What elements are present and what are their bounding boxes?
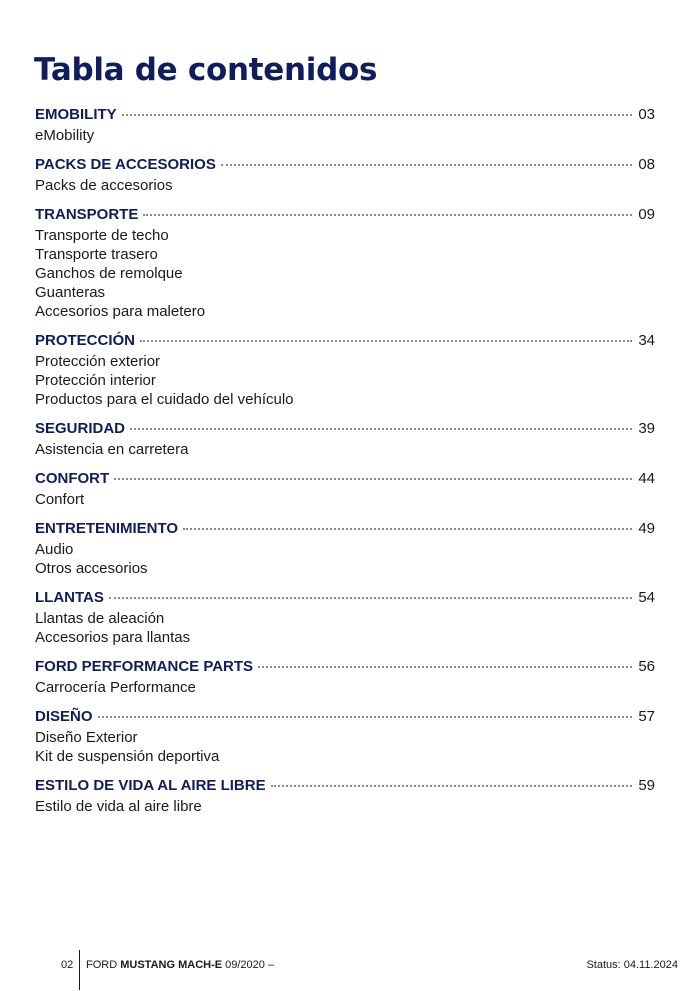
footer-status: Status: 04.11.2024 [586, 959, 678, 971]
toc-heading: FORD PERFORMANCE PARTS [35, 658, 254, 675]
toc-page-number: 03 [638, 106, 655, 123]
toc-page-number: 34 [638, 332, 655, 349]
toc-heading: SEGURIDAD [35, 420, 126, 437]
toc-page-number: 39 [638, 420, 655, 437]
dot-leader [114, 478, 632, 480]
toc-page-number: 44 [638, 470, 655, 487]
toc-subitem[interactable]: Otros accesorios [35, 560, 148, 577]
toc-subitem[interactable]: Packs de accesorios [35, 177, 173, 194]
toc-subitem[interactable]: Transporte de techo [35, 227, 169, 244]
toc-section [35, 520, 655, 578]
dot-leader [130, 428, 632, 430]
toc-subitem[interactable]: Transporte trasero [35, 246, 158, 263]
footer-page-number: 02 [61, 959, 74, 971]
toc-entry[interactable] [35, 470, 655, 490]
toc-entry[interactable] [35, 777, 655, 797]
toc-section [35, 777, 655, 816]
page-title: Tabla de contenidos [34, 52, 378, 88]
toc-subitem[interactable]: Protección exterior [35, 353, 161, 370]
dot-leader [109, 597, 632, 599]
page-footer [0, 950, 700, 990]
toc-entry[interactable] [35, 206, 655, 226]
table-of-contents [35, 106, 655, 827]
toc-subitem[interactable]: Kit de suspensión deportiva [35, 748, 220, 765]
toc-subitem[interactable]: Ganchos de remolque [35, 265, 183, 282]
dot-leader [271, 785, 632, 787]
toc-entry[interactable] [35, 520, 655, 540]
toc-subitem[interactable]: Guanteras [35, 284, 106, 301]
toc-subitem[interactable]: Confort [35, 491, 85, 508]
dot-leader [183, 528, 632, 530]
toc-subitem[interactable]: Asistencia en carretera [35, 441, 189, 458]
toc-subitem[interactable]: Protección interior [35, 372, 156, 389]
toc-entry[interactable] [35, 420, 655, 440]
toc-section [35, 708, 655, 766]
toc-section [35, 420, 655, 459]
toc-subitem[interactable]: Diseño Exterior [35, 729, 138, 746]
toc-subitem[interactable]: Llantas de aleación [35, 610, 165, 627]
toc-heading: EMOBILITY [35, 106, 117, 123]
footer-document-label [86, 959, 274, 971]
toc-subitem[interactable]: eMobility [35, 127, 95, 144]
dot-leader [98, 716, 632, 718]
dot-leader [140, 340, 632, 342]
toc-section [35, 658, 655, 697]
toc-heading: ENTRETENIMIENTO [35, 520, 179, 537]
footer-edition: 09/2020 – [225, 959, 275, 971]
toc-page-number: 59 [638, 777, 655, 794]
toc-page-number: 54 [638, 589, 655, 606]
toc-page-number: 08 [638, 156, 655, 173]
toc-entry[interactable] [35, 332, 655, 352]
dot-leader [258, 666, 632, 668]
footer-model: MUSTANG MACH-E [120, 959, 223, 971]
toc-heading: LLANTAS [35, 589, 104, 606]
toc-page-number: 49 [638, 520, 655, 537]
toc-section [35, 589, 655, 647]
toc-subitem[interactable]: Accesorios para maletero [35, 303, 206, 320]
dot-leader [122, 114, 632, 116]
toc-heading: TRANSPORTE [35, 206, 139, 223]
toc-section [35, 206, 655, 321]
toc-entry[interactable] [35, 708, 655, 728]
footer-brand: FORD [86, 959, 118, 971]
toc-subitem[interactable]: Audio [35, 541, 74, 558]
toc-section [35, 470, 655, 509]
toc-entry[interactable] [35, 589, 655, 609]
toc-heading: PACKS DE ACCESORIOS [35, 156, 216, 173]
toc-entry[interactable] [35, 156, 655, 176]
toc-heading: CONFORT [35, 470, 110, 487]
toc-section [35, 332, 655, 409]
toc-subitem[interactable]: Carrocería Performance [35, 679, 196, 696]
toc-page-number: 56 [638, 658, 655, 675]
toc-section [35, 106, 655, 145]
dot-leader [221, 164, 632, 166]
toc-section [35, 156, 655, 195]
toc-entry[interactable] [35, 106, 655, 126]
footer-divider [79, 950, 80, 990]
toc-page-number: 09 [638, 206, 655, 223]
toc-subitem[interactable]: Estilo de vida al aire libre [35, 798, 202, 815]
toc-entry[interactable] [35, 658, 655, 678]
toc-subitem[interactable]: Productos para el cuidado del vehículo [35, 391, 294, 408]
toc-page-number: 57 [638, 708, 655, 725]
dot-leader [143, 214, 632, 216]
toc-subitem[interactable]: Accesorios para llantas [35, 629, 191, 646]
toc-heading: DISEÑO [35, 708, 93, 725]
toc-heading: ESTILO DE VIDA AL AIRE LIBRE [35, 777, 266, 794]
toc-heading: PROTECCIÓN [35, 332, 136, 349]
